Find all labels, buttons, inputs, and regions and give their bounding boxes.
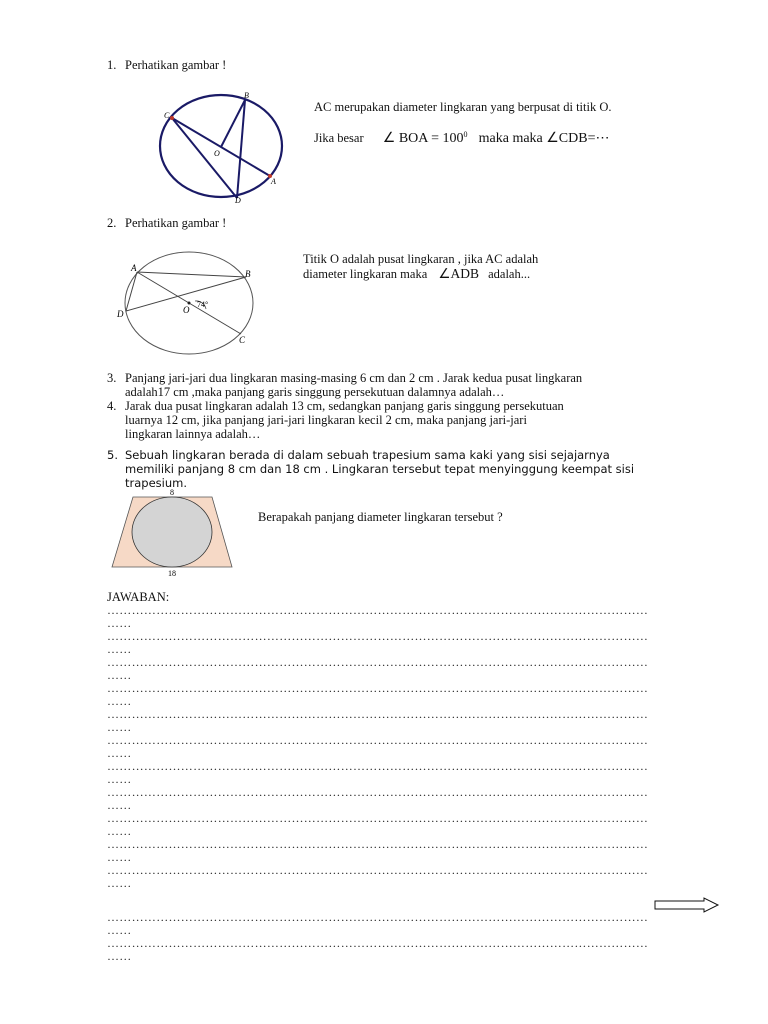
q4-line1: Jarak dua pusat lingkaran adalah 13 cm, sedangkan panjang garis singgung persekutuan xyxy=(125,399,564,413)
q1-label-c: C xyxy=(164,111,170,120)
q1-angle-suffix: maka maka ∠CDB=⋯ xyxy=(478,131,610,147)
q4-line2: luarnya 12 cm, jika panjang jari-jari lingkaran kecil 2 cm, maka panjang jari-jari xyxy=(125,413,527,427)
q5-line2: memiliki panjang 8 cm dan 18 cm . Lingkaran tersebut tepat menyinggung keempat sisi xyxy=(125,462,635,476)
answer-line[interactable]: …………………………………………………………………………………………………………………… xyxy=(107,936,649,950)
q2-label-c: C xyxy=(239,335,246,345)
q5-label-top: 8 xyxy=(170,488,174,497)
answer-line[interactable]: …………………………………………………………………………………………………………………… xyxy=(107,603,649,617)
q1-text-line1: AC merupakan diameter lingkaran yang berpusat di titik O. xyxy=(314,100,612,114)
q5-number: 5. xyxy=(107,448,118,462)
q1-prompt: Perhatikan gambar ! xyxy=(125,58,227,72)
answer-line[interactable]: …………………………………………………………………………………………………………………… xyxy=(107,707,649,721)
answer-line[interactable]: …………………………………………………………………………………………………………………… xyxy=(107,655,649,669)
q2-prompt: Perhatikan gambar ! xyxy=(125,216,227,230)
q3-line1: Panjang jari-jari dua lingkaran masing-masing 6 cm dan 2 cm . Jarak kedua pusat lingkaran xyxy=(125,371,583,385)
answer-line-end: …… xyxy=(107,850,132,864)
q4-line3: lingkaran lainnya adalah… xyxy=(125,427,261,441)
answer-line[interactable]: …………………………………………………………………………………………………………………… xyxy=(107,811,649,825)
q1-label-a: A xyxy=(271,177,276,186)
answer-line[interactable]: …………………………………………………………………………………………………………………… xyxy=(107,785,649,799)
q1-angle-expr: ∠ BOA = 100 xyxy=(382,131,464,147)
q2-text-suffix: adalah... xyxy=(488,267,531,281)
q3-number: 3. xyxy=(107,371,117,385)
q1-text-line2 xyxy=(314,128,610,146)
answer-line-end: …… xyxy=(107,798,132,812)
answer-line[interactable]: …………………………………………………………………………………………………………………… xyxy=(107,910,649,924)
answer-line[interactable]: …………………………………………………………………………………………………………………… xyxy=(107,759,649,773)
q2-text-prefix: diameter lingkaran maka xyxy=(303,267,428,281)
q5-line1: Sebuah lingkaran berada di dalam sebuah trapesium sama kaki yang sisi sejajarnya xyxy=(125,448,610,462)
q5-trapezoid-figure xyxy=(108,487,236,579)
q1-number: 1. xyxy=(107,58,117,72)
q1-label-d: D xyxy=(235,196,241,205)
answer-line-end: …… xyxy=(107,746,132,760)
q1-label-b: B xyxy=(244,91,249,100)
answer-line-end: …… xyxy=(107,949,132,963)
answer-line-end: …… xyxy=(107,720,132,734)
q4-number: 4. xyxy=(107,399,117,413)
answer-line[interactable]: …………………………………………………………………………………………………………………… xyxy=(107,837,649,851)
answer-line[interactable]: …………………………………………………………………………………………………………………… xyxy=(107,629,649,643)
answer-line-end: …… xyxy=(107,923,132,937)
answer-line-end: …… xyxy=(107,616,132,630)
q2-label-angle: 74° xyxy=(197,300,209,309)
q2-label-o: O xyxy=(183,305,190,315)
next-arrow-icon xyxy=(654,897,720,913)
answer-line[interactable]: …………………………………………………………………………………………………………………… xyxy=(107,863,649,877)
answer-line[interactable]: …………………………………………………………………………………………………………………… xyxy=(107,733,649,747)
q3-line2: adalah17 cm ,maka panjang garis singgung persekutuan dalamnya adalah… xyxy=(125,385,505,399)
q2-text-line2 xyxy=(303,267,530,281)
answer-line-end: …… xyxy=(107,694,132,708)
answer-line-end: …… xyxy=(107,824,132,838)
q1-text-prefix: Jika besar xyxy=(314,131,364,146)
q5-line3: trapesium. xyxy=(125,476,187,490)
q2-number: 2. xyxy=(107,216,117,230)
q1-label-o: O xyxy=(214,149,220,158)
q2-label-a: A xyxy=(131,263,137,273)
q5-question: Berapakah panjang diameter lingkaran tersebut ? xyxy=(258,510,503,524)
q2-circle-figure xyxy=(113,245,273,357)
answer-line-end: …… xyxy=(107,642,132,656)
q2-text-line1: Titik O adalah pusat lingkaran , jika AC adalah xyxy=(303,252,539,266)
q2-label-b: B xyxy=(245,269,251,279)
answer-line-end: …… xyxy=(107,772,132,786)
q2-label-d: D xyxy=(117,309,124,319)
answer-line-end: …… xyxy=(107,668,132,682)
q2-angle-expr: ∠ADB xyxy=(438,266,479,281)
answer-line-end: …… xyxy=(107,876,132,890)
q1-angle-sup: 0 xyxy=(463,130,468,139)
answer-line[interactable]: …………………………………………………………………………………………………………………… xyxy=(107,681,649,695)
q1-circle-figure xyxy=(152,90,292,205)
answer-label: JAWABAN: xyxy=(107,590,170,604)
q5-label-bottom: 18 xyxy=(168,569,176,578)
q5-inscribed-circle xyxy=(132,497,212,567)
